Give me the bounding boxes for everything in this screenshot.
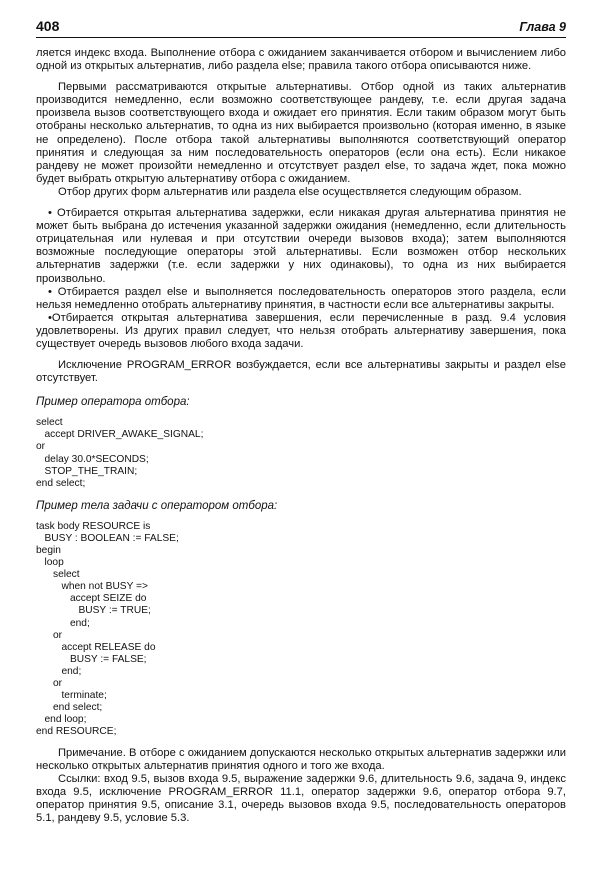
bullet-delay-alternative: • Отбирается открытая альтернатива задержки, если никакая другая альтернатива принятия не может быть выбрана до истечения указанной задержки ожидания (немедленно, если длительность отрицательная или нулевая и при отсутствии очереди вызовов входа); затем выполняются возможные последующие операторы этой альтернативы. Если возможен отбор нескольких альтернатив задержки (т.е. если задержки у них одинаковы), то одна из них выбирается произвольно. — [36, 207, 566, 285]
page-number: 408 — [36, 18, 60, 34]
example1-code: select accept DRIVER_AWAKE_SIGNAL; or delay 30.0*SECONDS; STOP_THE_TRAIN; end select; — [36, 417, 204, 489]
paragraph-open-alternatives: Первыми рассматриваются открытые альтернативы. Отбор одной из таких альтернатив производится немедленно, если возможно соответствующее рандеву, т.е. если другая задача произвела вызов соответствующего входа и ожидает его принятия. Если таким образом могут быть отобраны несколько альтернатив, то одна из них выбирается произвольно (которая именно, в языке не определено). После отбора такой альтернативы выполняются соответствующий оператор принятия и следующая за ним последовательность операторов (если она есть). Если никакое рандеву не может произойти немедленно и отсутствует раздел else, то задача ждет, пока можно будет выбрать открытую альтернативу отбора с ожиданием. — [36, 81, 566, 185]
chapter-title: Глава 9 — [519, 20, 566, 34]
paragraph-exception: Исключение PROGRAM_ERROR возбуждается, если все альтернативы закрыты и раздел else отсутствует. — [36, 359, 566, 385]
paragraph-note: Примечание. В отборе с ожиданием допускаются несколько открытых альтернатив задержки или несколько открытых альтернатив принятия одного и того же входа. — [36, 746, 566, 772]
example2-caption: Пример тела задачи с оператором отбора: — [36, 499, 278, 512]
book-page — [36, 18, 566, 825]
example2-code: task body RESOURCE is BUSY : BOOLEAN := FALSE; begin loop select when not BUSY => accept SEIZE do BUSY := TRUE; end; or accept RELEASE do BUSY := FALSE; end; or terminate; end select; end loop; end RESOURCE; — [36, 520, 179, 738]
bullet-else-part: • Отбирается раздел else и выполняется последовательность операторов этого раздела, если нельзя немедленно отобрать альтернативу принятия, в частности если все альтернативы закрыты. — [36, 285, 566, 311]
page-header — [36, 18, 566, 38]
bullet-terminate-alternative: •Отбирается открытая альтернатива завершения, если перечисленные в разд. 9.4 условия удовлетворены. Из других правил следует, что нельзя отобрать альтернативу завершения, пока существует очередь вызовов любого входа задачи. — [36, 311, 566, 350]
paragraph-continuation: ляется индекс входа. Выполнение отбора с ожиданием заканчивается отбором и вычислением либо одной из открытых альтернатив, либо раздела else; правила такого отбора описываются ниже. — [36, 47, 566, 73]
paragraph-other-forms: Отбор других форм альтернатив или раздела else осуществляется следующим образом. — [58, 185, 522, 198]
paragraph-references: Ссылки: вход 9.5, вызов входа 9.5, выражение задержки 9.6, длительность 9.6, задача 9, индекс входа 9.5, исключение PROGRAM_ERROR 11.1, оператор задержки 9.6, оператор отбора 9.7, оператор принятия 9.5, описание 3.1, очередь вызовов входа 9.5, последовательность операторов 5.1, рандеву 9.5, условие 5.3. — [36, 772, 566, 824]
example1-caption: Пример оператора отбора: — [36, 396, 190, 409]
